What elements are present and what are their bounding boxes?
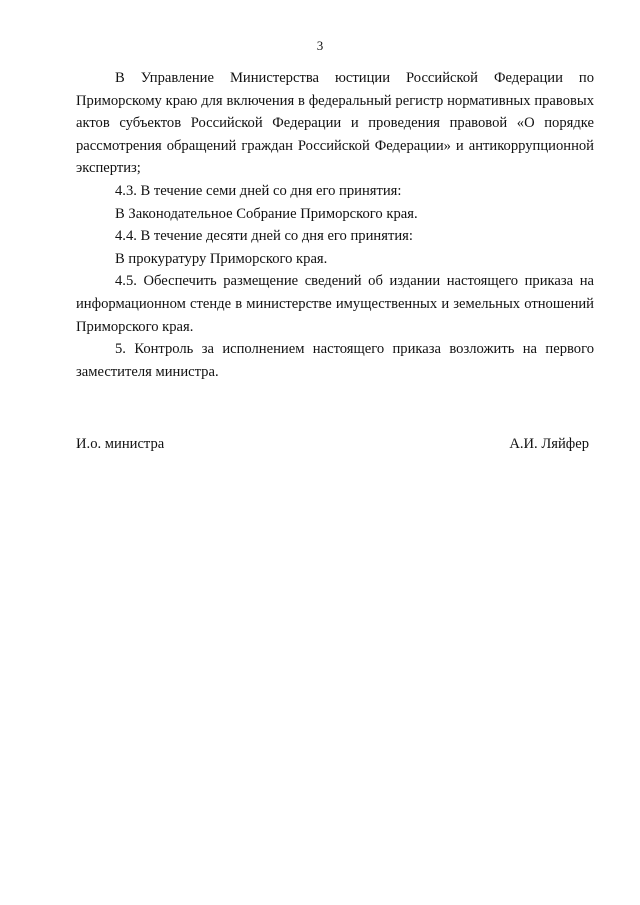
document-body [76,67,594,383]
paragraph-5-control: 5. Контроль за исполнением настоящего приказа возложить на первого заместителя министра. [76,341,594,380]
signature-block [76,433,589,455]
paragraph-4-3: 4.3. В течение семи дней со дня его принятия: [115,182,402,199]
signatory-position: И.о. министра [76,436,165,452]
signatory-name: А.И. Ляйфер [509,436,589,452]
paragraph-ministry-of-justice: В Управление Министерства юстиции Российской Федерации по Приморскому краю для включения в федеральный регистр нормативных правовых актов субъектов Российской Федерации и проведения правовой «О порядке рассмотрения обращений граждан Российской Федерации» и антикоррупционной экспертиз; [76,70,594,177]
page-number: 3 [316,38,324,53]
paragraph-4-5: 4.5. Обеспечить размещение сведений об издании настоящего приказа на информационном стенде в министерстве имущественных и земельных отношений Приморского края. [76,273,594,335]
paragraph-prosecutor-office: В прокуратуру Приморского края. [115,250,328,267]
paragraph-legislative-assembly: В Законодательное Собрание Приморского края. [115,205,418,222]
paragraph-4-4: 4.4. В течение десяти дней со дня его принятия: [115,228,413,245]
